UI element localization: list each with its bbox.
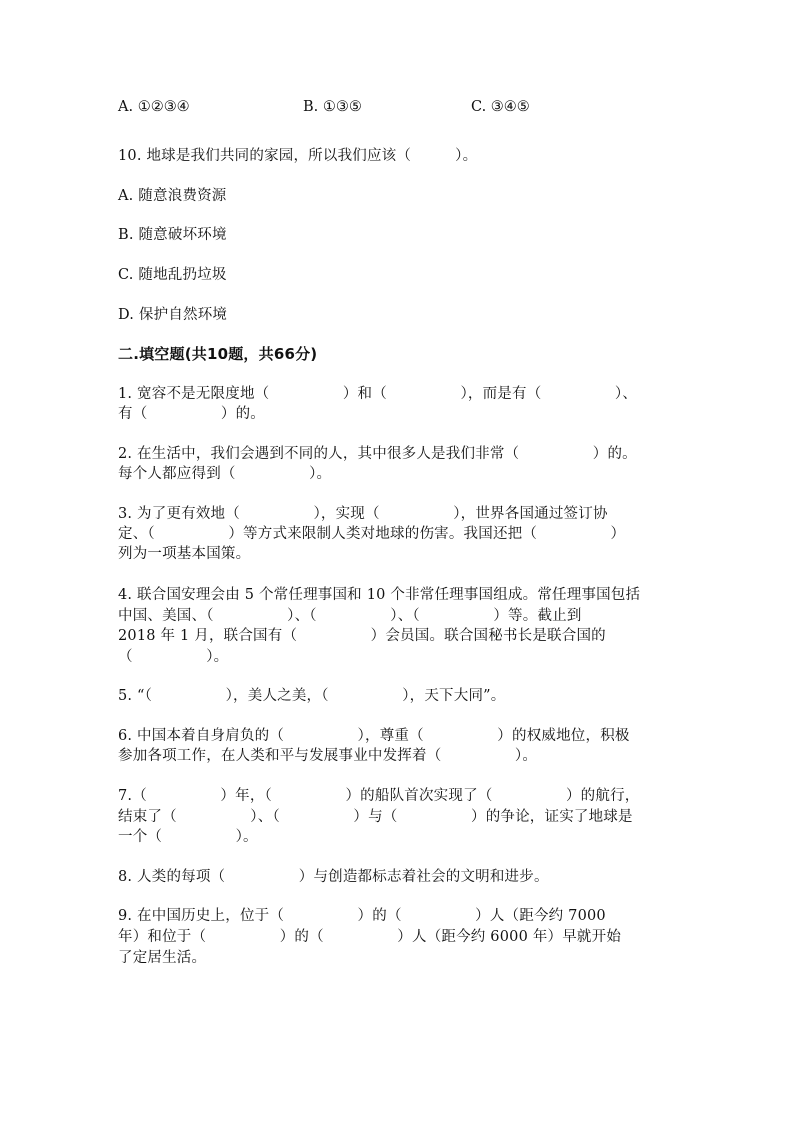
fill-item-9-line-3: 了定居生活。	[118, 950, 207, 966]
fill-item-4-line-4: （ ）。	[118, 649, 229, 665]
fill-item-4-line-1: 4. 联合国安理会由 5 个常任理事国和 10 个非常任理事国组成。常任理事国包括	[118, 587, 641, 603]
q9-option-b: B. ①③⑤	[303, 99, 362, 115]
fill-item-6-line-2: 参加各项工作，在人类和平与发展事业中发挥着（ ）。	[118, 748, 538, 764]
fill-item-4-line-3: 2018 年 1 月，联合国有（ ）会员国。联合国秘书长是联合国的	[118, 628, 606, 644]
q10-option-a: A. 随意浪费资源	[118, 188, 227, 204]
fill-item-7-line-1: 7.（ ）年，（ ）的船队首次实现了（ ）的航行，	[118, 788, 640, 804]
fill-item-7-line-2: 结束了（ ）、（ ）与（ ）的争论，证实了地球是	[118, 809, 633, 825]
fill-item-4-line-2: 中国、美国、（ ）、（ ）、（ ）等。截止到	[118, 608, 582, 624]
q10-option-c: C. 随地乱扔垃圾	[118, 267, 227, 283]
fill-item-5-line-1: 5. “（ ），美人之美，（ ），天下大同”。	[118, 688, 506, 704]
fill-item-7-line-3: 一个（ ）。	[118, 829, 258, 845]
fill-item-3-line-3: 列为一项基本国策。	[118, 546, 251, 562]
fill-item-2-line-2: 每个人都应得到（ ）。	[118, 466, 332, 482]
fill-item-2-line-1: 2. 在生活中，我们会遇到不同的人，其中很多人是我们非常（ ）的。	[118, 446, 637, 462]
section-title-fill-blank: 二.填空题(共10题，共66分)	[118, 345, 318, 363]
fill-item-9-line-1: 9. 在中国历史上，位于（ ）的（ ）人（距今约 7000	[118, 908, 606, 924]
fill-item-1-line-1: 1. 宽容不是无限度地（ ）和（ ），而是有（ ）、	[118, 386, 638, 402]
q9-option-c: C. ③④⑤	[471, 99, 530, 115]
fill-item-3-line-1: 3. 为了更有效地（ ），实现（ ），世界各国通过签订协	[118, 506, 608, 522]
fill-item-8-line-1: 8. 人类的每项（ ）与创造都标志着社会的文明和进步。	[118, 869, 549, 885]
q10-stem: 10. 地球是我们共同的家园，所以我们应该（ ）。	[118, 148, 478, 164]
q10-option-d: D. 保护自然环境	[118, 307, 228, 323]
q9-option-a: A. ①②③④	[118, 99, 190, 115]
fill-item-3-line-2: 定、（ ）等方式来限制人类对地球的伤害。我国还把（ ）	[118, 526, 626, 542]
q10-option-b: B. 随意破坏环境	[118, 227, 227, 243]
fill-item-6-line-1: 6. 中国本着自身肩负的（ ），尊重（ ）的权威地位，积极	[118, 728, 630, 744]
fill-item-1-line-2: 有（ ）的。	[118, 406, 265, 422]
q9-options	[118, 97, 678, 117]
fill-item-9-line-2: 年）和位于（ ）的（ ）人（距今约 6000 年）早就开始	[118, 929, 622, 945]
